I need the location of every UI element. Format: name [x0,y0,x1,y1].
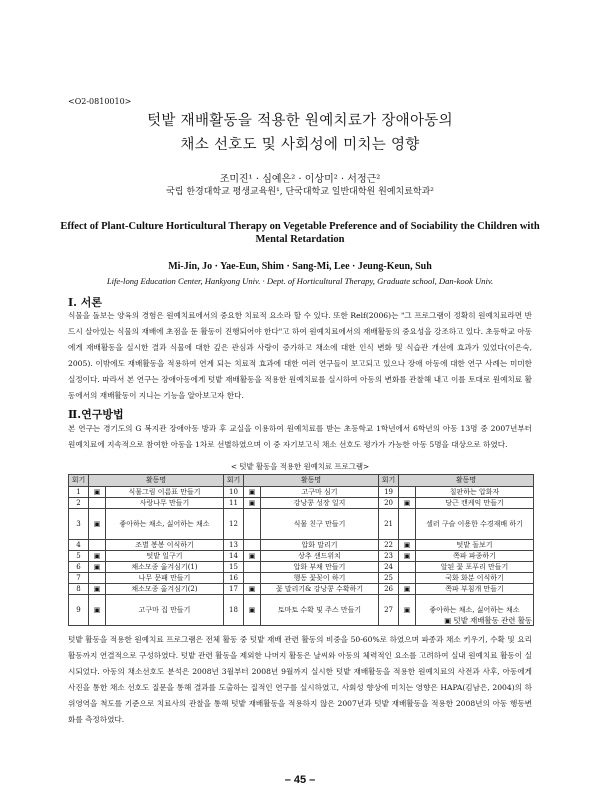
table-row [69,573,534,584]
section-2-heading: Ⅱ.연구방법 [68,408,124,421]
activity-name: 채소모종 옮겨심기(1) [106,562,224,573]
garden-marker: ▣ [244,498,261,509]
section-2-text: 본 연구는 경기도의 G 복지관 장애아동 방과 후 교실을 이용하여 원예치료를 받는 초등학교 1학년에서 6학년의 아동 13명 중 2007년부터 원예치료에 지속적으로 참여한 아동을 1차로 선별하였으며 이 중 자기보고식 채소 선호도 평가가 가능한 아동 5명을 대상으로 하였다. [68,424,532,449]
session-number: 13 [224,540,244,551]
garden-marker: ▣ [399,595,416,626]
session-number: 10 [224,487,244,498]
garden-marker: ▣ [244,584,261,595]
activity-name: 고구마 심기 [261,487,379,498]
section-1-heading: Ⅰ. 서론 [68,296,103,309]
table-header-row [69,475,534,487]
session-number: 2 [69,498,89,509]
session-number: 24 [379,562,399,573]
table-row [69,498,534,509]
session-number: 8 [69,584,89,595]
garden-marker: ▣ [244,551,261,562]
table-row [69,562,534,573]
session-number: 23 [379,551,399,562]
garden-marker [399,562,416,573]
table-caption: < 텃밭 활동을 적용한 원예치료 프로그램> [230,462,370,471]
garden-marker: ▣ [89,487,106,498]
table-row [69,540,534,551]
paper-code: <O2-0810010> [68,97,132,106]
english-title: Effect of Plant-Culture Horticultural Therapy on Vegetable Preference and of Sociability the Children with Mental Retardation [60,221,540,245]
activity-name: 강낭콩 성장 일지 [261,498,379,509]
activity-name: 좋아하는 채소, 싫어하는 채소 [106,509,224,540]
section-2-text-continued: 텃밭 활동을 적용한 원예치료 프로그램은 전체 활동 중 텃밭 재배 관련 활동의 비중을 50-60%로 하였으며 파종과 채소 키우기, 수확 및 요리활동까지 연결적으로 구성하였다. 텃밭 관련 활동을 제외한 나머지 활동은 날씨와 아동의 체력적인 요소를 고려하여 실내 원예치료 활동이 실시되었다. 아동의 채소선호도 분석은 2008년 3월부터 2008년 9월까지 실시한 텃밭 재배활동을 적용한 원예치료의 사전과 사후, 아동에게 사진을 통한 채소 선호도 질문을 통해 결과를 도출하는 질적인 연구를 실시하였고, 사회성 향상에 미치는 영향은 HAPA(김남은, 2004)의 하위영역을 척도를 기준으로 치료사의 관찰을 통해 텃밭 재배활동을 적용하지 않은 2007년과 텃밭 재배활동을 적용한 2008년의 아동 행동변화를 측정하였다. [68,635,532,724]
activity-name: 사랑나무 만들기 [106,498,224,509]
garden-marker [399,487,416,498]
activity-name: 식물그림 이름표 만들기 [106,487,224,498]
session-number: 22 [379,540,399,551]
authors: 조미진¹ · 심예은² · 이상미² · 서정근² [219,174,381,185]
session-number: 19 [379,487,399,498]
garden-marker: ▣ [89,562,106,573]
session-number: 17 [224,584,244,595]
session-number: 9 [69,595,89,626]
activity-name: 행동 꽃꽂이 하기 [261,573,379,584]
activity-name: 쪽파 파종하기 [416,551,534,562]
title-line-2: 채소 선호도 및 사회성에 미치는 영향 [180,137,420,153]
table-row [69,584,534,595]
affiliation: 국립 한경대학교 평생교육원¹, 단국대학교 일반대학원 원예치료학과² [166,187,434,197]
header-activity: 활동명 [89,475,224,487]
header-activity: 활동명 [244,475,379,487]
activity-name: 텃밭 돌보기 [416,540,534,551]
garden-marker: ▣ [89,509,106,540]
session-number: 6 [69,562,89,573]
session-number: 15 [224,562,244,573]
garden-marker: ▣ [89,595,106,626]
activity-name: 쪽파 부침개 만들기 [416,584,534,595]
english-affiliation: Life-long Education Center, Hankyong Univ. · Dept. of Horticultural Therapy, Graduate school, Dan-kook Univ. [106,276,494,286]
activity-name: 좋아하는 채소, 싫어하는 채소 [416,595,534,626]
session-number: 25 [379,573,399,584]
activity-name: 알된 꽃 포푸리 만들기 [416,562,534,573]
session-number: 20 [379,498,399,509]
header-session: 회기 [379,475,399,487]
table-row [69,551,534,562]
page-number: – 45 – [284,774,316,786]
header-session: 회기 [224,475,244,487]
header-session: 회기 [69,475,89,487]
table-row [69,487,534,498]
activity-name: 채소모종 옮겨심기(2) [106,584,224,595]
garden-marker [89,573,106,584]
program-table [68,474,534,626]
session-number: 4 [69,540,89,551]
session-number: 3 [69,509,89,540]
session-number: 12 [224,509,244,540]
garden-marker: ▣ [244,487,261,498]
session-number: 11 [224,498,244,509]
garden-marker [89,540,106,551]
garden-marker [244,540,261,551]
table-footnote: ▣ 텃밭 재배활동 관련 활동 [444,616,532,625]
session-number: 14 [224,551,244,562]
garden-marker: ▣ [399,584,416,595]
activity-name: 텃밭 일구기 [106,551,224,562]
header-activity: 활동명 [399,475,534,487]
activity-name: 꽃 말리기& 강낭콩 수확하기 [261,584,379,595]
session-number: 5 [69,551,89,562]
garden-marker: ▣ [89,551,106,562]
garden-marker: ▣ [399,498,416,509]
activity-name: 셀러 구슬 이용한 수경재배 하기 [416,509,534,540]
garden-marker [244,562,261,573]
activity-name: 국화 화분 이식하기 [416,573,534,584]
garden-marker: ▣ [89,584,106,595]
session-number: 16 [224,573,244,584]
garden-marker [399,573,416,584]
english-authors: Mi-Jin, Jo · Yae-Eun, Shim · Sang-Mi, Lee · Jeung-Keun, Suh [168,261,432,272]
table-row [69,509,534,540]
section-1-text: 식물을 돌보는 양육의 경험은 원예치료에서의 중요한 치료적 요소라 할 수 있다. 또한 Relf(2006)는 "그 프로그램이 정확히 원예치료라면 반드시 살아있는 식물의 재배에 초점을 둔 활동이 진행되어야 한다"고 하여 원예치료에서의 재배활동의 중요성을 강조하고 있다. 초등학교 아동에게 재배활동을 실시한 결과 식물에 대한 깊은 관심과 사랑이 증가하고 채소에 대한 인식 변화 및 식습관 개선에 효과가 있었다(이은숙, 2005). 이밖에도 재배활동을 적용하여 연계 되는 치료적 효과에 대한 여러 연구들이 보고되고 있으나 장애 아동에 대한 연구 사례는 미미한 실정이다. 따라서 본 연구는 장애아동에게 텃밭 재배활동을 적용한 원예치료를 실시하여 아동의 변화를 관찰해 내고 이를 토대로 원예치료 활동에서의 재배활동이 지니는 기능을 알아보고자 한다. [68,311,532,400]
activity-name: 당근 캔케익 만들기 [416,498,534,509]
activity-name: 나무 문패 만들기 [106,573,224,584]
session-number: 18 [224,595,244,626]
session-number: 21 [379,509,399,540]
session-number: 27 [379,595,399,626]
garden-marker [244,573,261,584]
title-line-1: 텃밭 재배활동을 적용한 원예치료가 장애아동의 [147,113,453,129]
garden-marker: ▣ [399,540,416,551]
garden-marker: ▣ [244,595,261,626]
garden-marker [89,498,106,509]
garden-marker: ▣ [399,551,416,562]
session-number: 26 [379,584,399,595]
activity-name: 칠판하는 압화자 [416,487,534,498]
garden-marker [399,509,416,540]
activity-name: 압화 말리기 [261,540,379,551]
session-number: 1 [69,487,89,498]
activity-name: 토마토 수확 및 주스 만들기 [261,595,379,626]
activity-name: 조별 봉봉 이식하기 [106,540,224,551]
activity-name: 고구마 집 만들기 [106,595,224,626]
activity-name: 식물 친구 만들기 [261,509,379,540]
session-number: 7 [69,573,89,584]
activity-name: 상추 샌드위치 [261,551,379,562]
activity-name: 압화 부채 만들기 [261,562,379,573]
garden-marker [244,509,261,540]
